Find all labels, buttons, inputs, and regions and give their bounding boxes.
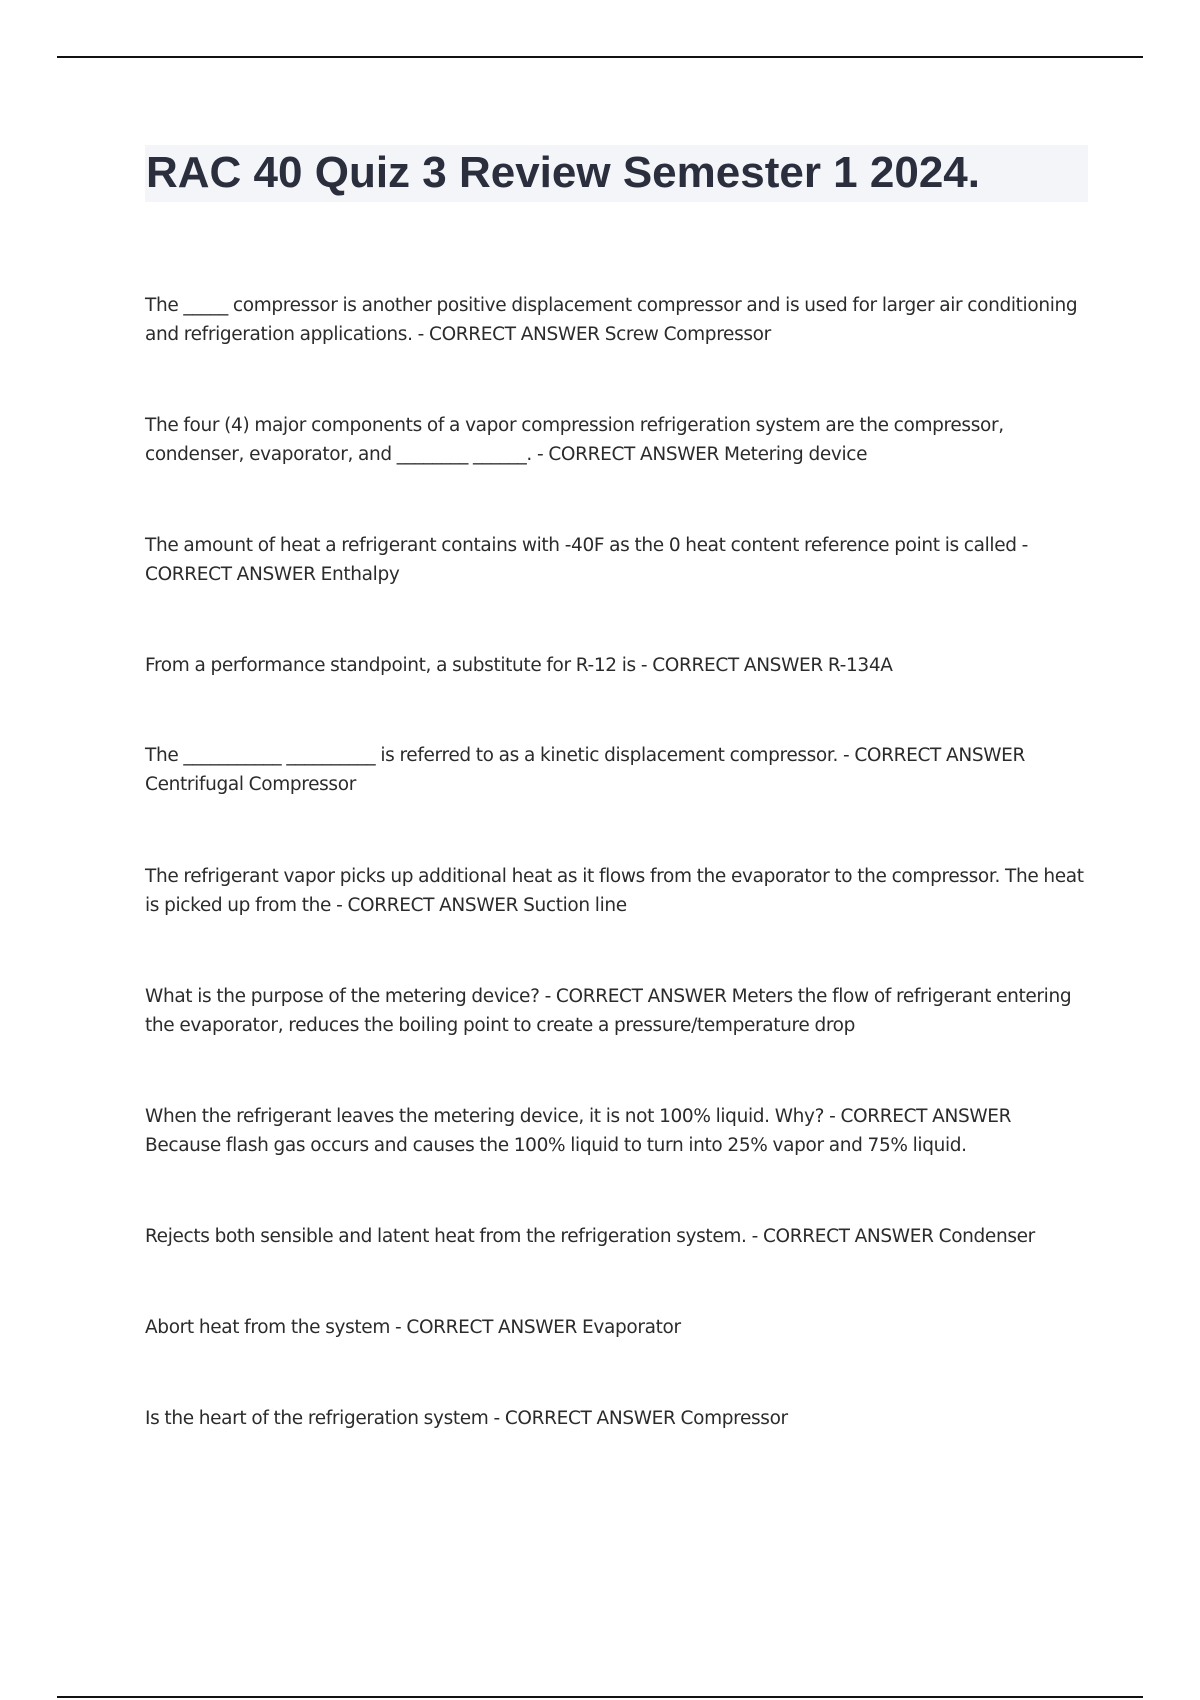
question-item-9: Rejects both sensible and latent heat from the refrigeration system. - CORRECT ANSWER Condenser [145,1226,1035,1247]
question-item-2: The four (4) major components of a vapor compression refrigeration system are the compressor, condenser, evaporator, and ________ ______. - CORRECT ANSWER Metering device [145,415,1004,465]
question-item-7: What is the purpose of the metering device? - CORRECT ANSWER Meters the flow of refrigerant entering the evaporator, reduces the boiling point to create a pressure/temperature drop [145,986,1072,1036]
question-item-6: The refrigerant vapor picks up additional heat as it flows from the evaporator to the compressor. The heat is picked up from the - CORRECT ANSWER Suction line [145,866,1084,916]
question-item-3: The amount of heat a refrigerant contains with -40F as the 0 heat content reference point is called - CORRECT ANSWER Enthalpy [145,535,1028,585]
document-title: RAC 40 Quiz 3 Review Semester 1 2024. [146,148,980,197]
header-rule [57,56,1143,58]
question-item-8: When the refrigerant leaves the metering device, it is not 100% liquid. Why? - CORRECT ANSWER Because flash gas occurs and causes the 100% liquid to turn into 25% vapor and 75% liquid. [145,1106,1012,1156]
question-item-4: From a performance standpoint, a substitute for R-12 is - CORRECT ANSWER R-134A [145,655,893,676]
question-item-1: The _____ compressor is another positive displacement compressor and is used for larger air conditioning and refrigeration applications. - CORRECT ANSWER Screw Compressor [145,295,1078,345]
question-item-11: Is the heart of the refrigeration system - CORRECT ANSWER Compressor [145,1408,788,1429]
question-item-5: The ___________ __________ is referred to as a kinetic displacement compressor. - CORRECT ANSWER Centrifugal Compressor [145,745,1026,795]
question-item-10: Abort heat from the system - CORRECT ANSWER Evaporator [145,1317,681,1338]
footer-rule [57,1696,1143,1698]
